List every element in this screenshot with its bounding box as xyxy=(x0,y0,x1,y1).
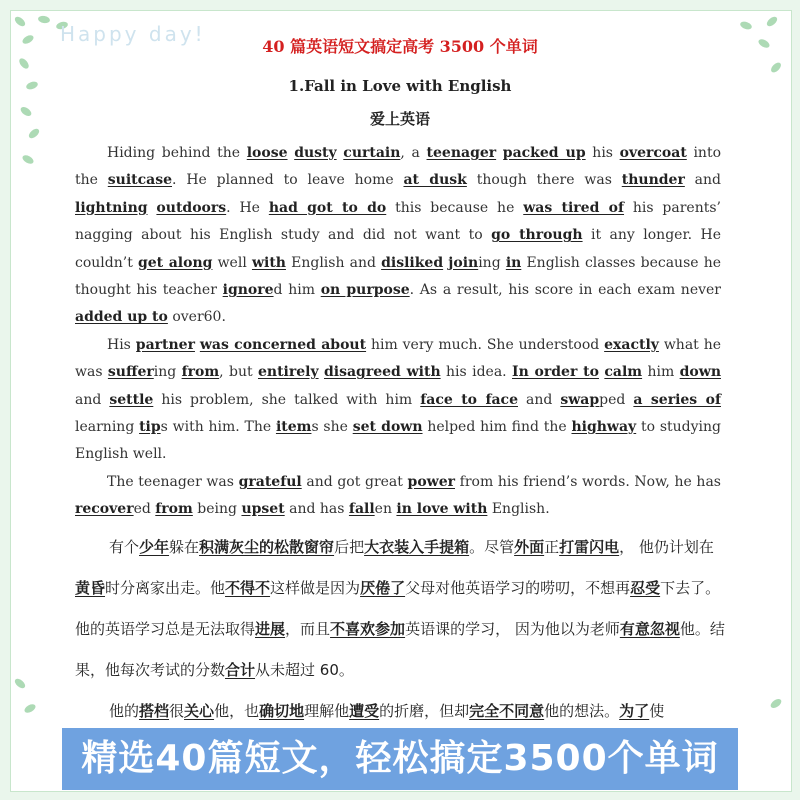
vocab-highlight: 打雷闪电 xyxy=(559,538,620,556)
text-run: into the xyxy=(75,145,722,189)
text-run: well xyxy=(212,254,252,271)
text-run: 很 xyxy=(169,702,185,720)
text-run: s she xyxy=(311,419,353,436)
vocab-highlight: 为了 xyxy=(619,702,650,720)
vocab-highlight: tip xyxy=(139,419,161,436)
lesson-title-chinese: 爱上英语 xyxy=(369,110,430,128)
text-run: 的折磨，但却 xyxy=(379,702,470,720)
text-run: English. xyxy=(487,501,550,518)
vocab-highlight: on purpose xyxy=(320,282,410,299)
text-run: ing xyxy=(478,254,506,271)
vocab-highlight: in xyxy=(505,254,522,271)
vocab-highlight: exactly xyxy=(604,336,659,353)
vocab-highlight: with xyxy=(251,254,286,271)
vocab-highlight: settle xyxy=(109,391,154,408)
text-run: , but xyxy=(219,364,258,381)
promo-banner: 精选40篇短文，轻松搞定3500个单词 xyxy=(62,728,738,790)
text-run: helped him find the xyxy=(422,419,572,436)
vocab-highlight: added up to xyxy=(75,309,168,326)
text-run: 他的想法。 xyxy=(544,702,620,720)
vocab-highlight: grateful xyxy=(238,473,302,490)
text-run: ，而且 xyxy=(285,620,331,638)
vocab-highlight: 不得不 xyxy=(225,579,271,597)
text-run: his xyxy=(585,145,620,161)
text-run: ， 他仍计划在 xyxy=(619,538,714,556)
text-run: 正 xyxy=(544,538,560,556)
text-run: en xyxy=(374,501,397,518)
chinese-translation xyxy=(75,527,725,732)
vocab-highlight: recover xyxy=(75,501,134,518)
vocab-highlight: go through xyxy=(491,227,583,244)
vocab-highlight: lightning xyxy=(75,199,148,216)
vocab-highlight: 不喜欢参加 xyxy=(330,620,406,638)
text-run: and xyxy=(75,391,110,408)
vocab-highlight: fall xyxy=(348,501,375,518)
vocab-highlight: get along xyxy=(137,254,213,271)
english-passage xyxy=(75,140,721,524)
vocab-highlight: 外面 xyxy=(514,538,545,556)
text-run: this because he xyxy=(386,199,524,216)
text-run: ing xyxy=(153,364,182,381)
text-run: and has xyxy=(284,501,349,518)
vocab-highlight: face to face xyxy=(420,391,518,408)
text-run: it any longer. He couldn’t xyxy=(75,227,721,271)
vocab-highlight: 合计 xyxy=(225,661,256,679)
vocab-highlight: down xyxy=(679,364,721,381)
vocab-highlight: swap xyxy=(560,391,600,408)
text-run: 理解他 xyxy=(304,702,350,720)
text-run: ped xyxy=(599,391,634,408)
vocab-highlight: calm xyxy=(604,364,643,381)
vocab-highlight: had got to do xyxy=(268,199,387,216)
text-run: 英语课的学习， 因为他以为老师 xyxy=(405,620,620,638)
vocab-highlight: a series of xyxy=(633,391,721,408)
text-run: him very much. She understood xyxy=(366,336,605,353)
vocab-highlight: entirely xyxy=(257,364,319,381)
text-run: 时分离家出走。他 xyxy=(105,579,226,597)
vocab-highlight: 黄昏 xyxy=(75,579,106,597)
vocab-highlight: dusty xyxy=(294,145,337,161)
vocab-highlight: disliked xyxy=(381,254,444,271)
vocab-highlight: 忍受 xyxy=(630,579,661,597)
text-run: 他。结果，他每次考试的分数 xyxy=(75,620,725,679)
text-run: 后把 xyxy=(334,538,365,556)
vocab-highlight: from xyxy=(181,364,220,381)
vocab-highlight: packed up xyxy=(502,145,586,161)
vocab-highlight: highway xyxy=(571,419,637,436)
vocab-highlight: 厌倦了 xyxy=(360,579,406,597)
vocab-highlight: disagreed with xyxy=(323,364,441,381)
vocab-highlight: ignore xyxy=(222,282,274,299)
text-run: . He planned to leave home xyxy=(172,172,404,189)
vocab-highlight: 遭受 xyxy=(349,702,380,720)
vocab-highlight: 完全不同意 xyxy=(469,702,545,720)
english-paragraph xyxy=(75,469,721,524)
vocab-highlight: 关心 xyxy=(184,702,215,720)
vocab-highlight: thunder xyxy=(621,172,685,189)
text-run: 使 xyxy=(649,702,665,720)
vocab-highlight: suitcase xyxy=(107,172,173,189)
vocab-highlight: teenager xyxy=(426,145,497,161)
text-run: though there was xyxy=(466,172,622,189)
vocab-highlight: item xyxy=(275,419,312,436)
text-run: to studying English well. xyxy=(75,419,721,463)
text-run: 他的 xyxy=(109,702,140,720)
text-run: learning xyxy=(75,419,140,436)
vocab-highlight: 少年 xyxy=(139,538,170,556)
text-run: 父母对他英语学习的唠叨，不想再 xyxy=(405,579,631,597)
text-run: English classes because he thought his teacher xyxy=(75,254,722,299)
text-run: ed xyxy=(133,501,156,518)
vocab-highlight: suffer xyxy=(107,364,154,381)
vocab-highlight: 确切地 xyxy=(259,702,305,720)
vocab-highlight: loose xyxy=(246,145,288,161)
vocab-highlight: 积满灰尘的松散窗帘 xyxy=(199,538,335,556)
text-run: . He xyxy=(226,199,269,216)
vocab-highlight: 有意忽视 xyxy=(619,620,680,638)
vocab-highlight: was tired of xyxy=(523,199,625,216)
vocab-highlight: was concerned about xyxy=(199,336,367,353)
text-run: d him xyxy=(273,282,321,299)
vocab-highlight: power xyxy=(407,473,455,490)
vocab-highlight: join xyxy=(448,254,479,271)
text-run: and xyxy=(517,391,561,408)
vocab-highlight: partner xyxy=(135,336,195,353)
text-run: over60. xyxy=(167,309,226,326)
text-run: his problem, she talked with him xyxy=(153,391,421,408)
text-run: and got great xyxy=(301,473,408,490)
english-paragraph xyxy=(75,332,721,469)
text-run: Hiding behind the xyxy=(107,145,247,161)
vocab-highlight: in love with xyxy=(396,501,488,518)
text-run: and xyxy=(684,172,722,189)
text-run: s with him. The xyxy=(160,419,276,436)
text-run xyxy=(496,145,503,161)
text-run: 。尽管 xyxy=(469,538,515,556)
vocab-highlight: overcoat xyxy=(619,145,687,161)
vocab-highlight: set down xyxy=(352,419,423,436)
text-run: 这样做是因为 xyxy=(270,579,361,597)
text-run: 他，也 xyxy=(214,702,260,720)
text-run: his idea. xyxy=(440,364,513,381)
vocab-highlight: In order to xyxy=(512,364,599,381)
chinese-paragraph xyxy=(75,691,725,732)
text-run: him xyxy=(642,364,680,381)
vocab-highlight: outdoors xyxy=(156,199,227,216)
text-run: 下去了。他的英语学习总是无法取得 xyxy=(75,579,721,638)
lesson-title: 1.Fall in Love with English xyxy=(288,77,512,95)
text-run: His xyxy=(107,336,136,353)
vocab-highlight: curtain xyxy=(343,145,401,161)
vocab-highlight: 大衣装入手提箱 xyxy=(364,538,470,556)
text-run: The teenager was xyxy=(107,473,239,490)
vocab-highlight: upset xyxy=(241,501,285,518)
text-run: 从未超过 60。 xyxy=(255,661,354,679)
vocab-highlight: 进展 xyxy=(255,620,286,638)
text-run: English and xyxy=(285,254,382,271)
document-title: 40 篇英语短文搞定高考 3500 个单词 xyxy=(262,37,538,56)
decorative-scribble: Happy day! xyxy=(60,22,206,46)
text-run: . As a result, his score in each exam never xyxy=(409,282,721,299)
english-paragraph xyxy=(75,140,721,332)
text-run: being xyxy=(192,501,242,518)
vocab-highlight: from xyxy=(155,501,193,518)
text-run: 有个 xyxy=(109,538,140,556)
vocab-highlight: 搭档 xyxy=(139,702,170,720)
text-run: from his friend’s words. Now, he has xyxy=(455,473,721,490)
text-run: his parents’ nagging about his English study and did not want to xyxy=(75,199,721,244)
vocab-highlight: at dusk xyxy=(403,172,467,189)
text-run: , a xyxy=(400,145,427,161)
text-run: what he was xyxy=(75,336,721,381)
chinese-paragraph xyxy=(75,527,725,691)
text-run: 躲在 xyxy=(169,538,200,556)
